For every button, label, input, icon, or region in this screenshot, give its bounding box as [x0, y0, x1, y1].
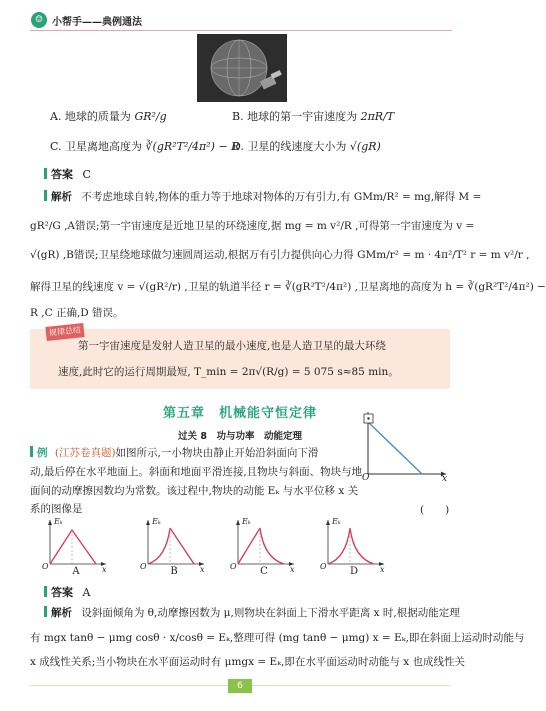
answer-bracket: ( )	[420, 504, 450, 516]
graph-d-label: D	[349, 566, 359, 577]
answer-marker	[44, 168, 47, 179]
page-number: 6	[228, 679, 252, 693]
graph-a: Eₖ O x A	[42, 517, 107, 577]
example-source: (江苏卷真题)	[54, 447, 116, 459]
answer-1	[44, 166, 91, 182]
option-a-text: A. 地球的质量为	[50, 110, 131, 123]
figure-origin: O	[362, 473, 370, 483]
note-line-1: 第一宇宙速度是发射人造卫星的最小速度,也是人造卫星的最大环绕	[78, 340, 386, 352]
example-line-1: 例 (江苏卷真题)如图所示,一小物块由静止开始沿斜面向下滑	[30, 446, 350, 460]
analysis-label: 解析	[51, 191, 72, 203]
answer-label: 答案	[51, 586, 73, 599]
option-c-formula: ∛(gR²T²/4π²) − R	[145, 140, 240, 153]
analysis-1-line-3: √(gR) ,B错误;卫星绕地球做匀速圆周运动,根据万有引力提供向心力得 GMm/r² = m · 4π²/T² r = m v²/r ,	[30, 249, 530, 261]
analysis-2-line-3: x 成线性关系;当小物块在水平面运动时有 μmgx = Eₖ,即在水平面运动时动能与 x 也成线性关	[30, 656, 465, 668]
option-b	[232, 108, 394, 124]
analysis-2-line-2: 有 mgx tanθ − μmg cosθ · x/cosθ = Eₖ,整理可得 (mg tanθ − μmg) x = Eₖ,即在斜面上运动时动能与	[30, 632, 525, 644]
option-a-formula: GR²/g	[134, 110, 167, 123]
graph-b-label: B	[170, 566, 178, 577]
note-line-2: 速度,此时它的运行周期最短, T_min = 2π√(R/g) = 5 075 s≈85 min。	[58, 366, 399, 378]
option-d-formula: √(gR)	[349, 140, 381, 153]
graph-a-label: A	[72, 566, 80, 577]
graph-c-label: C	[260, 566, 268, 577]
logo-icon: ☺	[31, 12, 47, 28]
chapter-title: 第五章 机械能守恒定律	[162, 406, 317, 421]
example-marker	[30, 446, 33, 457]
summary-badge: 规律总结	[45, 323, 84, 341]
answer-marker	[44, 586, 47, 597]
graph-c: Eₖ O x C	[230, 517, 295, 577]
answer-value: C	[82, 168, 91, 181]
example-line-2: 动,最后停在水平地面上。斜面和地面平滑连接,且物块与斜面、物块与地	[30, 466, 363, 478]
figure-x-label: x	[442, 474, 448, 484]
analysis-1-line-4: 解得卫星的线速度 v = √(gR²/r) ,卫星的轨道半径 r = ∛(gR²T²/4π²) ,卫星离地的高度为 h = ∛(gR²T²/4π²) −	[30, 281, 546, 293]
example-line-3: 面间的动摩擦因数均为常数。该过程中,物块的动能 Eₖ 与水平位移 x 关	[30, 485, 359, 497]
satellite-earth-photo	[197, 34, 287, 102]
graph-d: Eₖ O x D	[320, 517, 385, 577]
answer-2	[44, 584, 90, 600]
summary-note-box	[30, 329, 450, 389]
analysis-1-line-1: 解析 不考虑地球自转,物体的重力等于地球对物体的万有引力,有 GMm/R² = mg,解得 M =	[30, 190, 452, 204]
example-line-4: 系的图像是	[30, 503, 83, 515]
option-b-text: B. 地球的第一宇宙速度为	[232, 110, 358, 123]
option-a	[50, 108, 167, 124]
analysis-label: 解析	[51, 607, 72, 619]
option-d	[232, 138, 381, 154]
analysis-marker	[44, 606, 47, 617]
example-tag: 例	[37, 447, 48, 459]
incline-figure	[360, 410, 450, 485]
header-title: 小帮手——典例通法	[52, 17, 142, 28]
option-c-text: C. 卫星离地高度为	[50, 140, 143, 153]
analysis-1-line-5: R ,C 正确,D 错误。	[30, 307, 124, 319]
header-divider	[30, 30, 452, 31]
graph-b: Eₖ O x B	[140, 517, 205, 577]
analysis-marker	[44, 190, 47, 201]
answer-label: 答案	[51, 168, 73, 181]
option-d-text: D. 卫星的线速度大小为	[232, 140, 347, 153]
analysis-2-line-1: 解析 设斜面倾角为 θ,动摩擦因数为 μ,则物块在斜面上下滑水平距离 x 时,根据动能定理	[30, 606, 452, 620]
answer-value: A	[82, 586, 91, 599]
option-b-formula: 2πR/T	[360, 110, 395, 123]
option-c	[50, 138, 239, 154]
section-title: 过关 8 功与功率 动能定理	[178, 431, 302, 442]
analysis-1-line-2: gR²/G ,A错误;第一宇宙速度是近地卫星的环绕速度,据 mg = m v²/R ,可得第一宇宙速度为 v =	[30, 220, 475, 232]
